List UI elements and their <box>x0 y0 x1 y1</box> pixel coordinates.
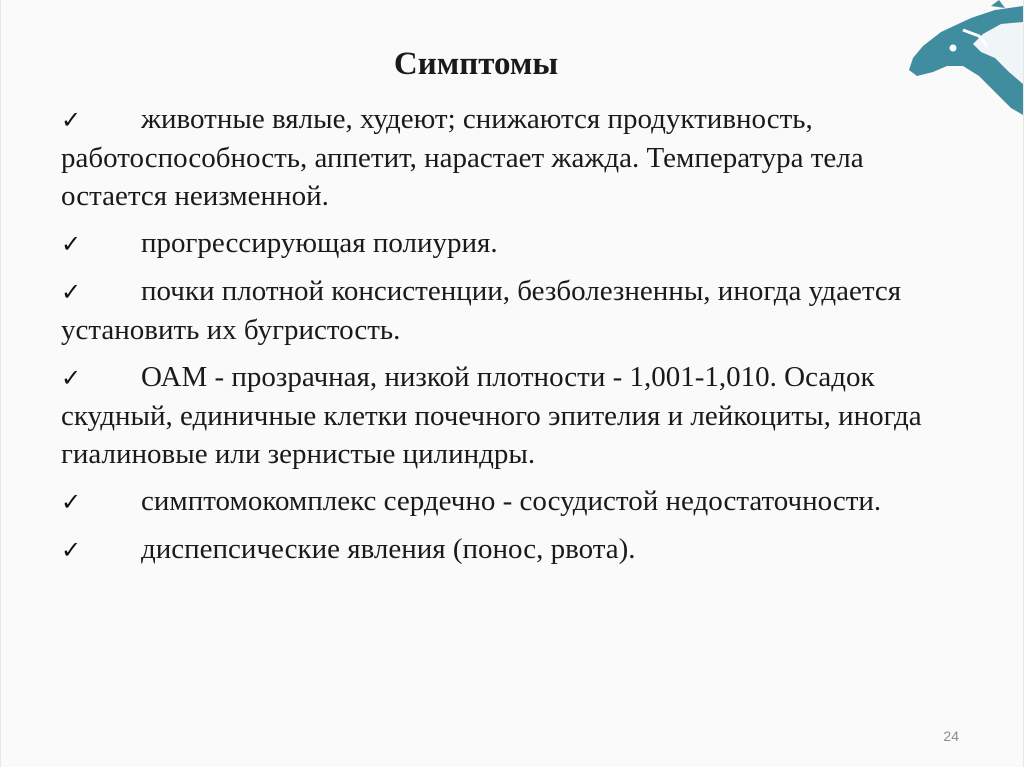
check-mark-icon: ✓ <box>61 488 82 516</box>
list-item-text: почки плотной консистенции, безболезненны, иногда удается установить их бугристость. <box>61 275 902 346</box>
list-item <box>61 530 961 569</box>
list-item-text: прогрессирующая полиурия. <box>141 227 498 259</box>
list-item <box>61 272 961 349</box>
slide-title: Симптомы <box>393 46 559 82</box>
check-mark-icon: ✓ <box>61 278 82 306</box>
list-item <box>61 224 961 263</box>
check-mark-icon: ✓ <box>61 536 82 564</box>
check-mark-icon: ✓ <box>61 364 82 392</box>
symptom-list <box>61 100 961 578</box>
list-item-text: животные вялые, худеют; снижаются продуктивность, работоспособность, аппетит, нарастает жажда. Температура тела остается неизменной. <box>61 103 864 212</box>
list-item <box>61 100 961 215</box>
list-item-text: диспепсические явления (понос, рвота). <box>141 533 636 565</box>
page-number: 24 <box>943 728 959 744</box>
check-mark-icon: ✓ <box>61 106 82 134</box>
check-mark-icon: ✓ <box>61 230 82 258</box>
list-item <box>61 482 961 521</box>
list-item-text: симптомокомплекс сердечно - сосудистой недостаточности. <box>141 485 882 517</box>
list-item <box>61 358 961 473</box>
list-item-text: ОАМ - прозрачная, низкой плотности - 1,001-1,010. Осадок скудный, единичные клетки почечного эпителия и лейкоциты, иногда гиалиновые или зернистые цилиндры. <box>61 361 922 470</box>
